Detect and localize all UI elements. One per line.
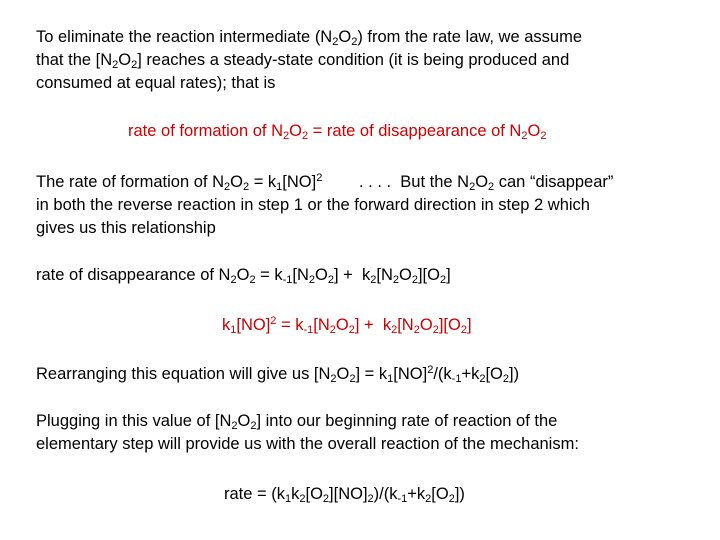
intro-line-3: consumed at equal rates); that is [36, 74, 276, 92]
rearranging-equation: Rearranging this equation will give us $[N_2O_2] = k_1[NO]^2/(k_{-1}+k_2[O_2])$ [36, 364, 520, 385]
equality-equation: $k_1[NO]^2 = k_{-1}[N_2O_2] + k_2[N_2O_2][O_2]$ [222, 315, 472, 336]
disappearance-equation: rate of disappearance of $N_2O_2 = k_{-1}[N_2O_2] + k_2[N_2O_2][O_2]$ [36, 266, 451, 286]
intro-line-2: that the $[N_2O_2]$ reaches a steady-state condition (it is being produced and [36, 51, 570, 71]
intro-line-1: To eliminate the reaction intermediate $(N_2O_2)$ from the rate law, we assume [36, 28, 582, 48]
plugging-line-1: Plugging in this value of $[N_2O_2]$ into our beginning rate of reaction of the [36, 412, 558, 432]
formation-line-3: gives us this relationship [36, 219, 216, 237]
formation-paragraph [36, 171, 613, 240]
formation-line-2: in both the reverse reaction in step 1 or the forward direction in step 2 which [36, 196, 590, 214]
final-rate-equation: rate = $(k_1k_2[O_2][NO]_2)/(k_{-1}+k_2[O_2])$ [224, 485, 465, 505]
steady-state-equation: rate of formation of $N_2O_2$ = rate of disappearance of $N_2O_2$ [128, 122, 547, 142]
formation-line-1: The rate of formation of $N_2O_2 = k_1[NO]^2$ . . . . But the $N_2O_2$ can “disappear” [36, 172, 614, 193]
intro-paragraph [36, 26, 582, 95]
plugging-line-2: elementary step will provide us with the overall reaction of the mechanism: [36, 435, 579, 453]
plugging-paragraph [36, 410, 579, 456]
